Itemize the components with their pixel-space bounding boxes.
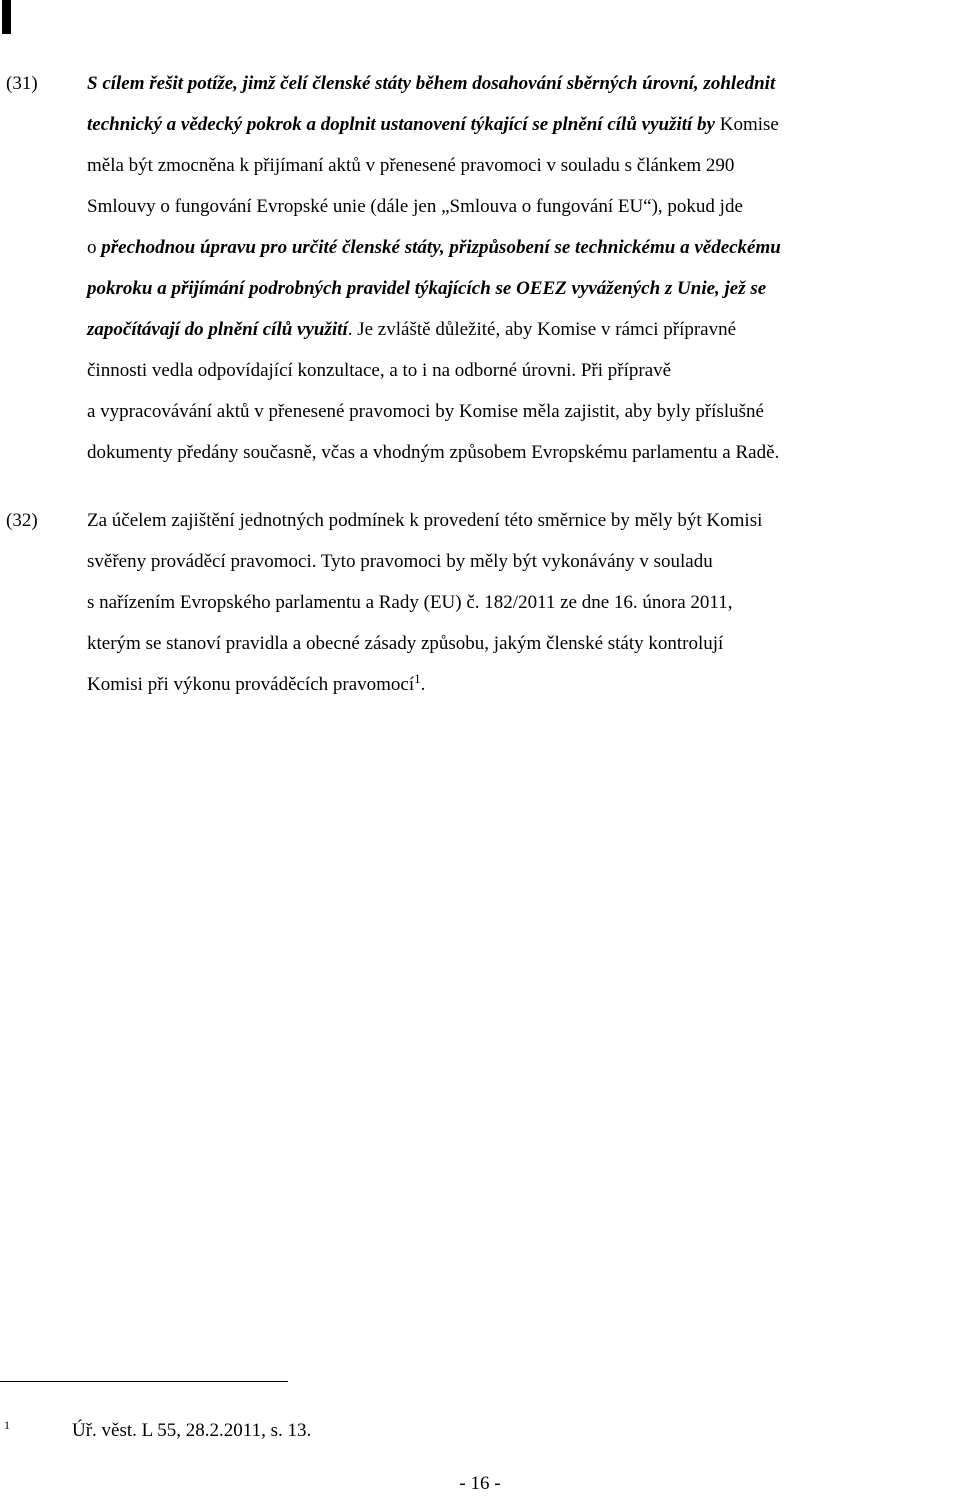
text-run: . Je zvláště důležité, aby Komise v rámci přípravné xyxy=(347,319,737,340)
amended-text: S cílem řešit potíže, jimž čelí členské státy během dosahování sběrných úrovní, zohlednit xyxy=(87,73,776,94)
text-line xyxy=(87,145,955,186)
text-run: a vypracovávání aktů v přenesené pravomoci by Komise měla zajistit, aby byly příslušné xyxy=(87,401,764,422)
amended-text: pokroku a přijímání podrobných pravidel týkajících se OEEZ vyvážených z Unie, jež se xyxy=(87,278,767,299)
text-line xyxy=(87,104,955,145)
footnote-separator xyxy=(0,1381,288,1382)
text-line xyxy=(87,268,955,309)
footnote-text: Úř. věst. L 55, 28.2.2011, s. 13. xyxy=(72,1420,312,1441)
text-run: . xyxy=(420,674,426,695)
text-run: s nařízením Evropského parlamentu a Rady (EU) č. 182/2011 ze dne 16. února 2011, xyxy=(87,592,733,613)
text-line xyxy=(87,664,955,705)
text-run: svěřeny prováděcí pravomoci. Tyto pravomoci by měly být vykonávány v souladu xyxy=(87,551,713,572)
change-bar xyxy=(2,0,11,34)
amended-text: technický a vědecký pokrok a doplnit ustanovení týkající se plnění cílů využití by xyxy=(87,114,715,135)
text-run: Komisi při výkonu prováděcích pravomocí xyxy=(87,674,415,695)
text-line xyxy=(87,186,955,227)
text-line xyxy=(87,391,955,432)
text-run: dokumenty předány současně, včas a vhodným způsobem Evropskému parlamentu a Radě. xyxy=(87,442,780,463)
paragraph-body xyxy=(87,63,955,473)
text-run: měla být zmocněna k přijímaní aktů v přenesené pravomoci v souladu s článkem 290 xyxy=(87,155,735,176)
footnote-marker: 1 xyxy=(4,1418,10,1432)
paragraph-number: (32) xyxy=(6,510,38,531)
text-line xyxy=(87,500,955,541)
text-run: Komise xyxy=(715,114,779,135)
amended-text: přechodnou úpravu pro určité členské státy, přizpůsobení se technickému a vědeckému xyxy=(101,237,781,258)
text-run: činnosti vedla odpovídající konzultace, a to i na odborné úrovni. Při přípravě xyxy=(87,360,672,381)
text-run: kterým se stanoví pravidla a obecné zásady způsobu, jakým členské státy kontrolují xyxy=(87,633,724,654)
text-line xyxy=(87,541,955,582)
text-line xyxy=(87,227,955,268)
text-run: Smlouvy o fungování Evropské unie (dále jen „Smlouva o fungování EU“), pokud jde xyxy=(87,196,743,217)
amended-text: započítávají do plnění cílů využití xyxy=(87,319,348,340)
text-line xyxy=(87,309,955,350)
page-number: - 16 - xyxy=(459,1473,501,1494)
text-line xyxy=(87,350,955,391)
text-line xyxy=(87,582,955,623)
text-line xyxy=(87,63,955,104)
text-run: o xyxy=(87,237,102,258)
text-run: Za účelem zajištění jednotných podmínek k provedení této směrnice by měly být Komisi xyxy=(87,510,763,531)
text-line xyxy=(87,623,955,664)
paragraph-body xyxy=(87,500,955,705)
footnote-reference: 1 xyxy=(414,671,421,686)
text-line xyxy=(87,432,955,473)
paragraph-number: (31) xyxy=(6,73,38,94)
